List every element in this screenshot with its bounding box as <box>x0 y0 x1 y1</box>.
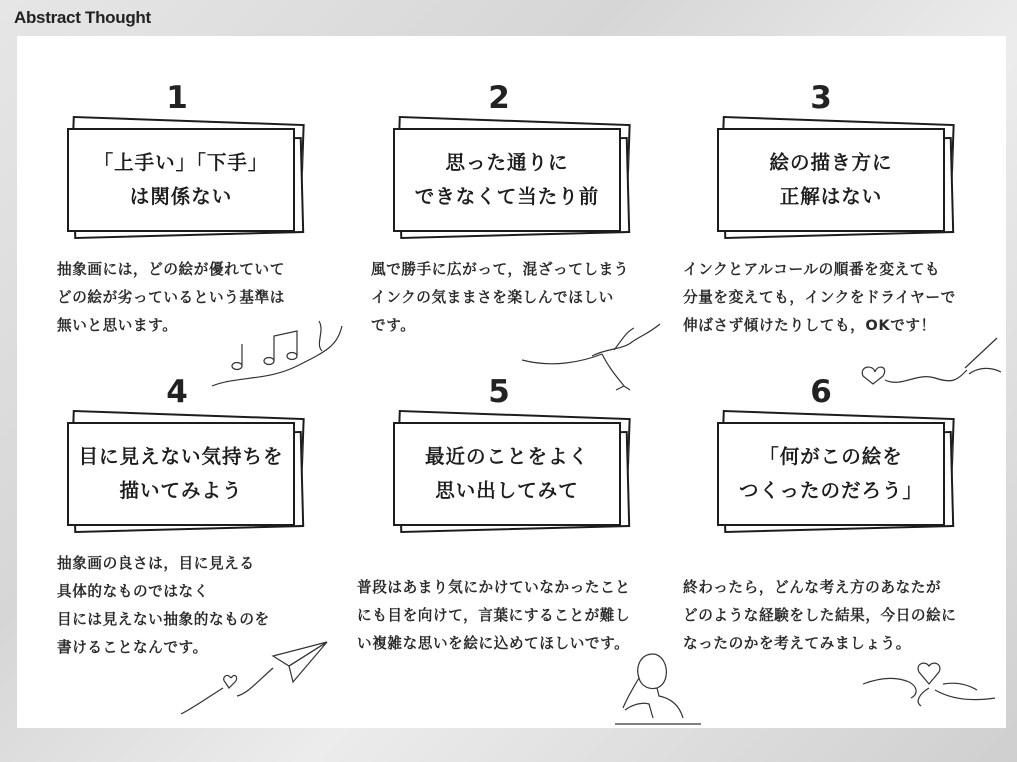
tip-card-line: 描いてみよう <box>119 479 243 502</box>
tip-body-line: インクとアルコールの順番を変えても <box>683 261 941 278</box>
tip-card-line: 絵の描き方に <box>769 151 893 174</box>
tip-body <box>357 574 677 658</box>
tip-body-line: 終わったら，どんな考え方のあなたが <box>683 579 942 596</box>
tip-body-line: です。 <box>371 317 416 334</box>
tip-body-line: 無いと思います。 <box>57 317 178 334</box>
tip-card-line: 思った通りに <box>445 151 569 174</box>
tip-number: 5 <box>488 374 510 410</box>
tip-card-line: 正解はない <box>779 185 883 208</box>
tip-body-line: 具体的なものではなく <box>57 583 209 600</box>
hands-heart-icon <box>859 654 999 708</box>
tip-body-line: にも目を向けて，言葉にすることが難し <box>357 607 631 624</box>
tip-card-front <box>393 422 621 526</box>
tip-number: 3 <box>810 80 832 116</box>
tip-card-front <box>67 422 295 526</box>
tip-card-line: 思い出してみて <box>435 479 579 502</box>
tip-number: 1 <box>166 80 188 116</box>
tip-card-line: 「上手い」「下手」 <box>93 151 269 174</box>
tip-card-line: 目に見えない気持ちを <box>78 445 284 468</box>
tip-card-front <box>393 128 621 232</box>
tip-card-line: できなくて当たり前 <box>414 185 600 208</box>
tip-number: 6 <box>810 374 832 410</box>
tip-card-front <box>717 128 945 232</box>
tip-body-line: い複雑な思いを絵に込めてほしいです。 <box>357 635 630 652</box>
tip-card-line: は関係ない <box>129 185 233 208</box>
tip-body-line: 書けることなんです。 <box>57 639 208 656</box>
tip-body-line: 風で勝手に広がって，混ざってしまう <box>371 261 630 278</box>
tip-card-front <box>67 128 295 232</box>
tip-body-line: 分量を変えても，インクをドライヤーで <box>683 289 956 306</box>
brand-logo: Abstract Thought <box>14 8 151 27</box>
tip-body-line: 目には見えない抽象的なものを <box>57 611 270 628</box>
tip-number: 2 <box>488 80 510 116</box>
tip-card <box>67 422 307 540</box>
tip-card <box>717 128 957 246</box>
tip-card-front <box>717 422 945 526</box>
tip-card-line: 最近のことをよく <box>424 445 589 468</box>
tip-body-line: 伸ばさず傾けたりしても，OKです！ <box>683 317 936 334</box>
tip-body-line: どの絵が劣っているという基準は <box>57 289 285 306</box>
tip-body-line: インクの気ままさを楽しんでほしい <box>371 289 614 306</box>
tip-body-line: なったのかを考えてみましょう。 <box>683 635 911 652</box>
tip-card <box>393 128 633 246</box>
tip-body-line: どのような経験をした結果，今日の絵に <box>683 607 957 624</box>
thinking-person-icon <box>613 648 703 726</box>
tip-card <box>393 422 633 540</box>
tip-card <box>717 422 957 540</box>
tip-body-line: 抽象画の良さは，目に見える <box>57 555 255 572</box>
tip-body <box>683 574 1003 658</box>
tip-card <box>67 128 307 246</box>
tip-body-line: 普段はあまり気にかけていなかったこと <box>357 579 631 596</box>
content-sheet <box>17 36 1006 728</box>
tip-body-line: 抽象画には，どの絵が優れていて <box>57 261 285 278</box>
tip-card-line: つくったのだろう」 <box>738 479 924 502</box>
tip-card-line: 「何がこの絵を <box>759 445 903 468</box>
tip-number: 4 <box>166 374 188 410</box>
paper-plane-icon <box>177 638 337 718</box>
